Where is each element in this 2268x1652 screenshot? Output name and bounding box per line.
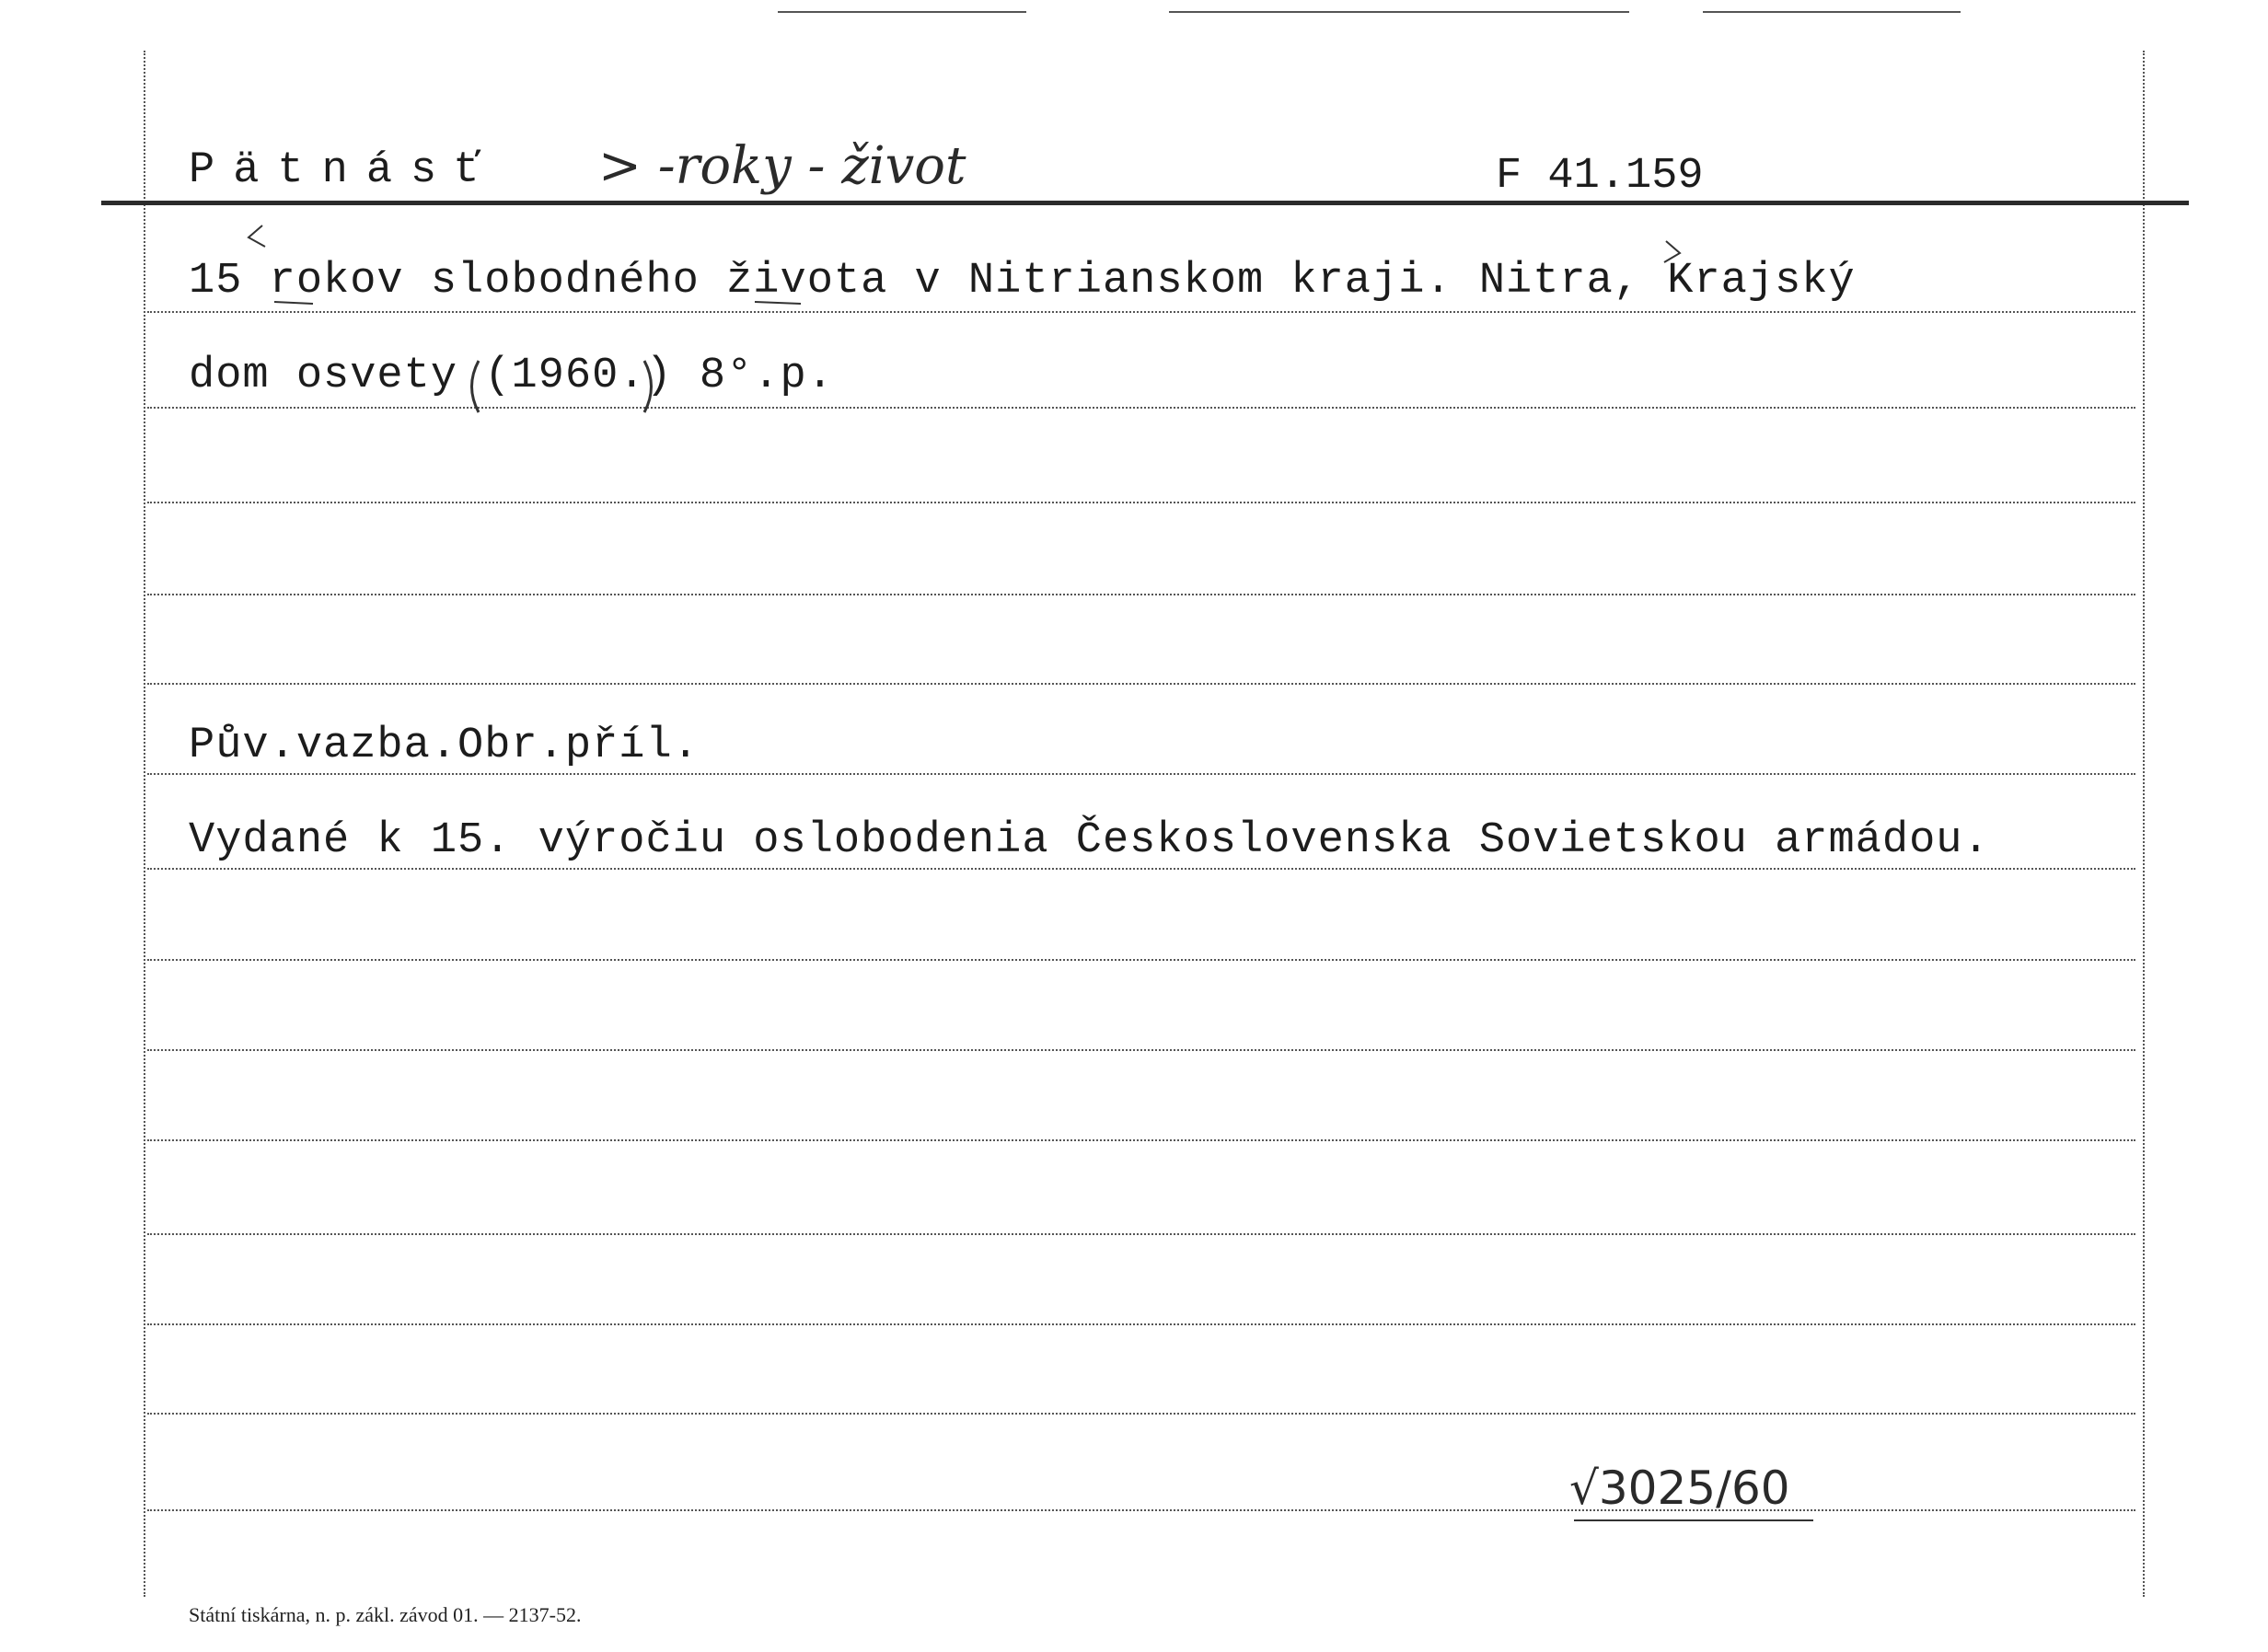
shelf-mark: F 41.159 (1496, 152, 1704, 201)
printer-imprint: Státní tiskárna, n. p. zákl. závod 01. — 2137-52. (189, 1603, 582, 1626)
description-line-2: dom osvety (1960.) 8°.p. (189, 352, 834, 400)
insertion-mark (1664, 241, 1680, 262)
insertion-mark (249, 225, 265, 247)
paren-mark (472, 361, 480, 412)
note-issued: Vydané k 15. výročiu oslobodenia Československa Sovietskou armádou. (189, 816, 1990, 865)
handwritten-title-note: > -roky - život (598, 136, 966, 196)
description-line-1: 15 rokov slobodného života v Nitrianskom kraji. Nitra, Krajský (189, 257, 1856, 306)
card-title: Pätnásť (189, 146, 500, 195)
accession-number: √3025/60 (1569, 1461, 1790, 1515)
paren-mark (644, 361, 652, 412)
underline-mark (755, 302, 801, 304)
underline-mark (274, 302, 313, 304)
note-binding: Pův.vazba.Obr.příl. (189, 722, 700, 770)
